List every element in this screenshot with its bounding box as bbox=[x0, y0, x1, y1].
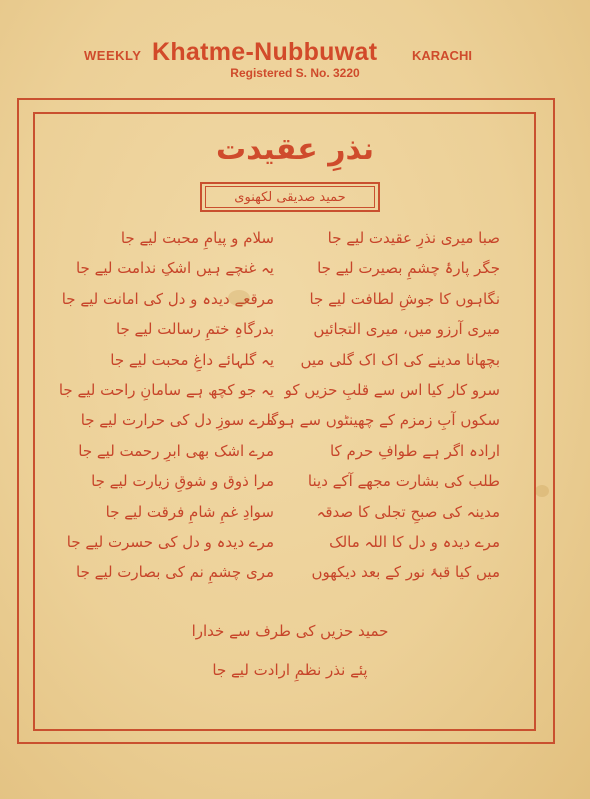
masthead bbox=[0, 38, 590, 80]
masthead-weekly: WEEKLY bbox=[84, 48, 142, 63]
couplet-first-line: سکوں آبِ زمزم کے چھینٹوں سے ہوگا bbox=[266, 411, 500, 429]
couplet-second-line: مرقعے دیدہ و دل کی امانت لیے جا bbox=[61, 290, 274, 308]
couplet-first-line: میں کیا قبۂ نور کے بعد دیکھوں bbox=[311, 563, 500, 581]
masthead-title: Khatme-Nubbuwat bbox=[152, 38, 378, 66]
couplet-second-line: یہ گلہائے داغِ محبت لیے جا bbox=[110, 351, 274, 369]
couplet-second-line: مرے سوزِ دل کی حرارت لیے جا bbox=[80, 411, 274, 429]
couplet-first-line: مرے دیدہ و دل کا اللہ مالک bbox=[329, 533, 500, 551]
closing-line: پئے نذر نظمِ ارادت لیے جا bbox=[212, 661, 368, 679]
masthead-city: KARACHI bbox=[412, 48, 472, 63]
couplet-first-line: سرو کار کیا اس سے قلبِ حزیں کو bbox=[284, 381, 500, 399]
couplet-second-line: بدرگاہِ ختمِ رسالت لیے جا bbox=[115, 320, 274, 338]
paper-stain bbox=[228, 290, 250, 306]
couplet-second-line: سلام و پیامِ محبت لیے جا bbox=[120, 229, 274, 247]
couplet-first-line: صبا میری نذرِ عقیدت لیے جا bbox=[327, 229, 500, 247]
poem-title: نذرِ عقیدت bbox=[215, 132, 375, 167]
paper-stain bbox=[535, 485, 549, 497]
couplet-second-line: مری چشمِ نم کی بصارت لیے جا bbox=[76, 563, 274, 581]
couplet-first-line: بچھانا مدینے کی اک اک گلی میں bbox=[300, 351, 500, 369]
author-name: حمید صدیقی لکھنوی bbox=[205, 186, 375, 208]
couplet-second-line: یہ غنچے ہیں اشکِ ندامت لیے جا bbox=[75, 259, 274, 277]
couplet-second-line: مرے دیدہ و دل کی حسرت لیے جا bbox=[66, 533, 274, 551]
couplet-first-line: ارادہ اگر ہے طوافِ حرم کا bbox=[329, 442, 500, 460]
couplet-first-line: مدینہ کی صبحِ تجلی کا صدقہ bbox=[316, 503, 500, 521]
couplet-first-line: طلب کی بشارت مجھے آکے دینا bbox=[307, 472, 500, 490]
couplet-second-line: یہ جو کچھ ہے سامانِ راحت لیے جا bbox=[58, 381, 274, 399]
couplet-second-line: مرا ذوق و شوقِ زیارت لیے جا bbox=[91, 472, 274, 490]
registration-number: Registered S. No. 3220 bbox=[230, 66, 360, 80]
couplet-second-line: سوادِ غمِ شامِ فرقت لیے جا bbox=[105, 503, 274, 521]
couplet-first-line: جگر پارۂ چشمِ بصیرت لیے جا bbox=[317, 259, 500, 277]
couplet-second-line: مرے اشک بھی ابرِ رحمت لیے جا bbox=[78, 442, 274, 460]
closing-line: حمید حزیں کی طرف سے خدارا bbox=[191, 622, 389, 640]
couplet-first-line: نگاہوں کا جوشِ لطافت لیے جا bbox=[309, 290, 500, 308]
couplet-first-line: میری آرزو میں، میری التجائیں bbox=[313, 320, 500, 338]
